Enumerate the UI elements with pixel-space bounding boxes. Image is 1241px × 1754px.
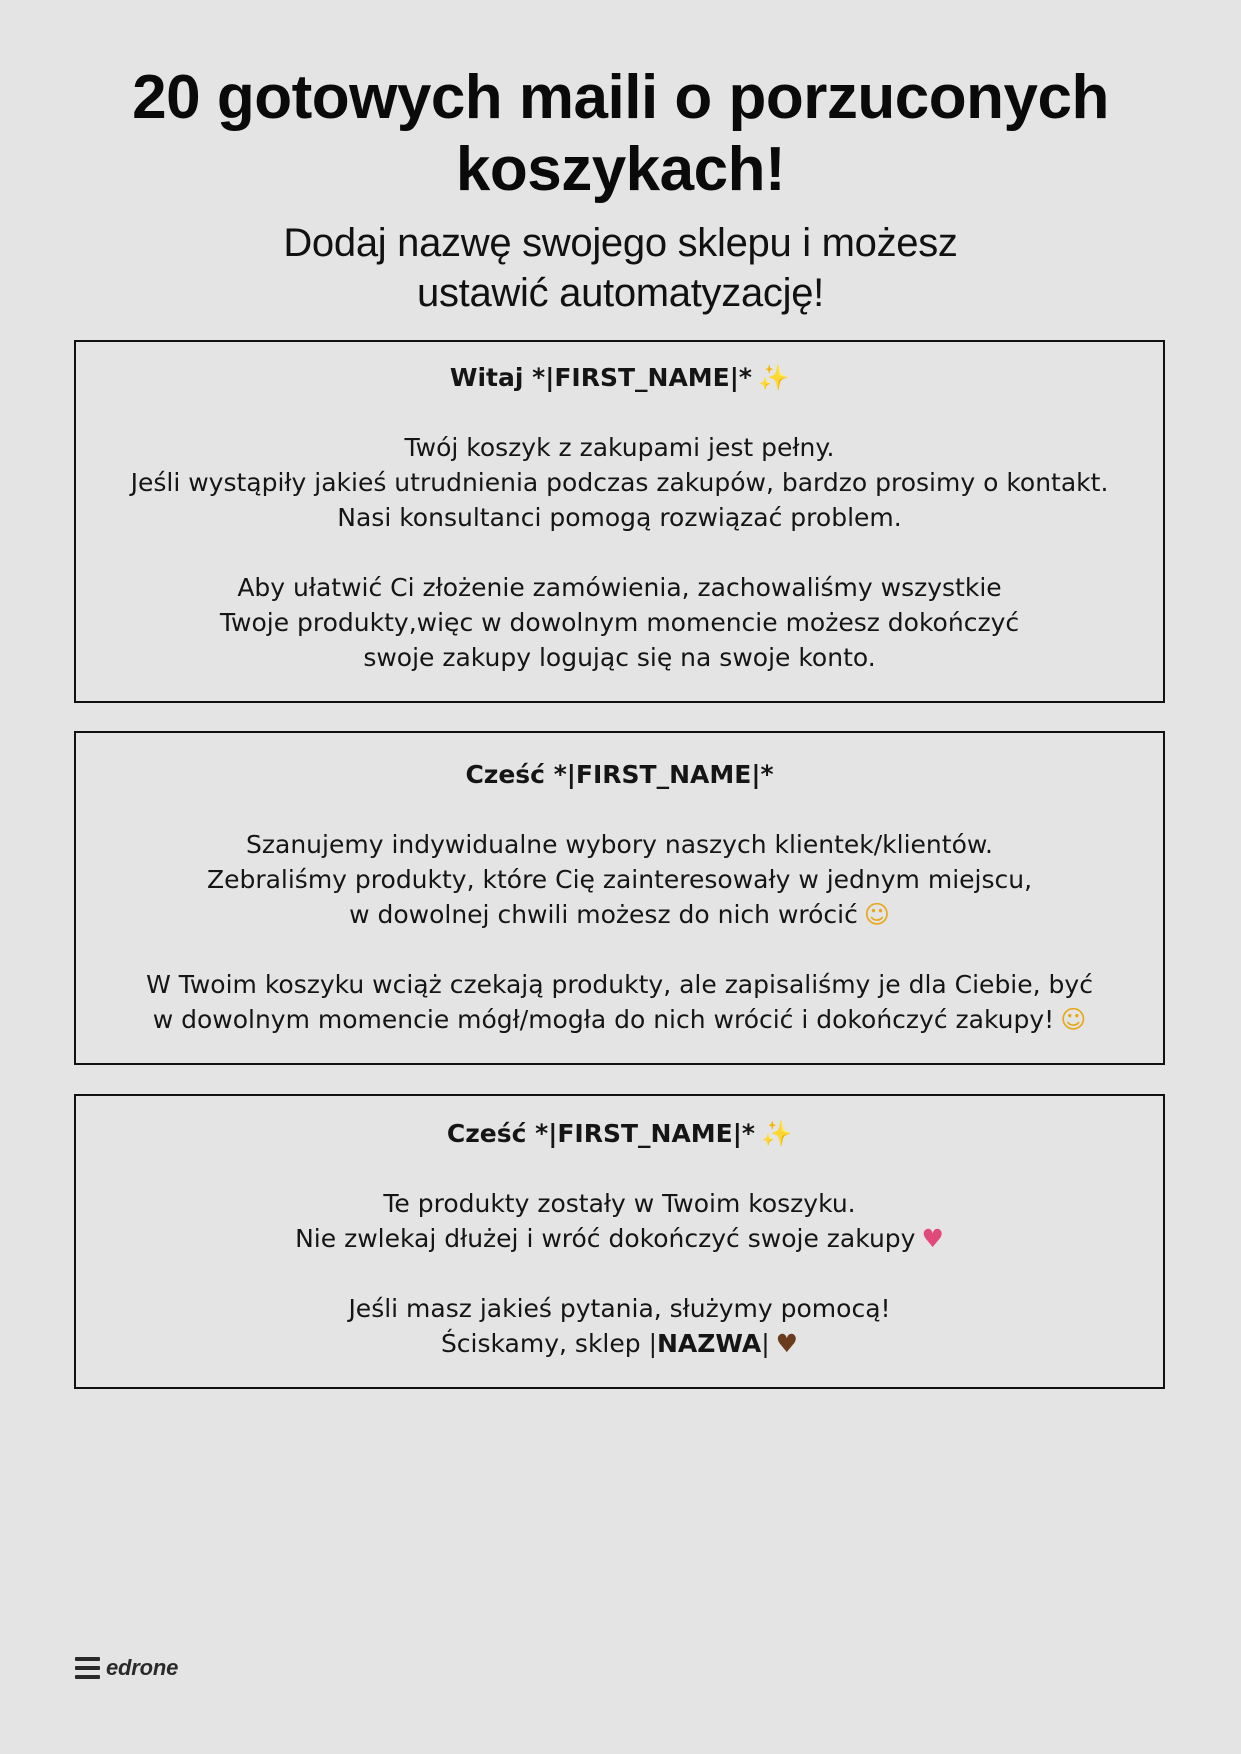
email-greeting-text: Cześć *|FIRST_NAME|* <box>446 1119 755 1148</box>
email-line: Aby ułatwić Ci złożenie zamówienia, zachowaliśmy wszystkie <box>237 573 1002 602</box>
email-line-text: w dowolnym momencie mógł/mogła do nich wrócić i dokończyć zakupy! <box>152 1005 1055 1034</box>
email-line: swoje zakupy logując się na swoje konto. <box>363 643 876 672</box>
signature-prefix: Ściskamy, sklep | <box>440 1329 657 1358</box>
page-subtitle-line: Dodaj nazwę swojego sklepu i możesz <box>283 221 958 265</box>
email-template-card <box>74 1094 1165 1389</box>
email-line: Twoje produkty,więc w dowolnym momencie możesz dokończyć <box>219 608 1020 637</box>
page-subtitle <box>0 218 1241 318</box>
email-line: Te produkty zostały w Twoim koszyku. <box>383 1189 856 1218</box>
email-template-card <box>74 731 1165 1065</box>
logo-text: edrone <box>106 1655 179 1680</box>
smiling-face-with-hearts-icon: ♥ <box>921 1224 944 1253</box>
page-title <box>0 62 1241 206</box>
page-subtitle-line: ustawić automatyzację! <box>417 271 824 315</box>
email-line: Zebraliśmy produkty, które Cię zainteresowały w jednym miejscu, <box>206 865 1033 894</box>
email-line: Nasi konsultanci pomogą rozwiązać problem. <box>337 503 902 532</box>
email-greeting <box>76 1116 1163 1151</box>
email-line-text: w dowolnej chwili możesz do nich wrócić <box>349 900 858 929</box>
email-paragraph <box>76 570 1163 675</box>
email-signature <box>76 1326 1163 1361</box>
page-title-line: koszykach! <box>455 135 786 204</box>
email-greeting <box>76 360 1163 395</box>
shop-name-placeholder: NAZWA <box>657 1329 762 1358</box>
menu-lines-icon <box>75 1657 100 1679</box>
blushing-face-icon: ☺ <box>1060 1005 1087 1034</box>
email-greeting: Cześć *|FIRST_NAME|* <box>465 760 774 789</box>
sparkles-icon: ✨ <box>757 363 790 392</box>
email-paragraph <box>76 827 1163 932</box>
email-line <box>76 1221 1163 1256</box>
email-line: W Twoim koszyku wciąż czekają produkty, ale zapisaliśmy je dla Ciebie, być <box>146 970 1093 999</box>
brown-heart-icon: ♥ <box>775 1329 799 1358</box>
email-line: Szanujemy indywidualne wybory naszych klientek/klientów. <box>246 830 993 859</box>
email-paragraph <box>76 1186 1163 1256</box>
smiling-face-icon: ☺ <box>863 900 890 929</box>
email-greeting-text: Witaj *|FIRST_NAME|* <box>449 363 752 392</box>
email-line: Jeśli masz jakieś pytania, służymy pomocą! <box>348 1294 891 1323</box>
edrone-logo <box>75 1656 178 1680</box>
page-title-line: 20 gotowych maili o porzuconych <box>132 63 1109 132</box>
email-paragraph <box>76 430 1163 535</box>
email-line <box>76 1002 1163 1037</box>
email-line-text: Nie zwlekaj dłużej i wróć dokończyć swoje zakupy <box>295 1224 916 1253</box>
email-line: Twój koszyk z zakupami jest pełny. <box>404 433 835 462</box>
email-line: Jeśli wystąpiły jakieś utrudnienia podczas zakupów, bardzo prosimy o kontakt. <box>130 468 1109 497</box>
email-paragraph <box>76 1291 1163 1361</box>
email-line <box>76 897 1163 932</box>
email-paragraph <box>76 967 1163 1037</box>
signature-suffix: | <box>761 1329 770 1358</box>
sparkles-icon: ✨ <box>760 1119 793 1148</box>
email-template-card <box>74 340 1165 703</box>
